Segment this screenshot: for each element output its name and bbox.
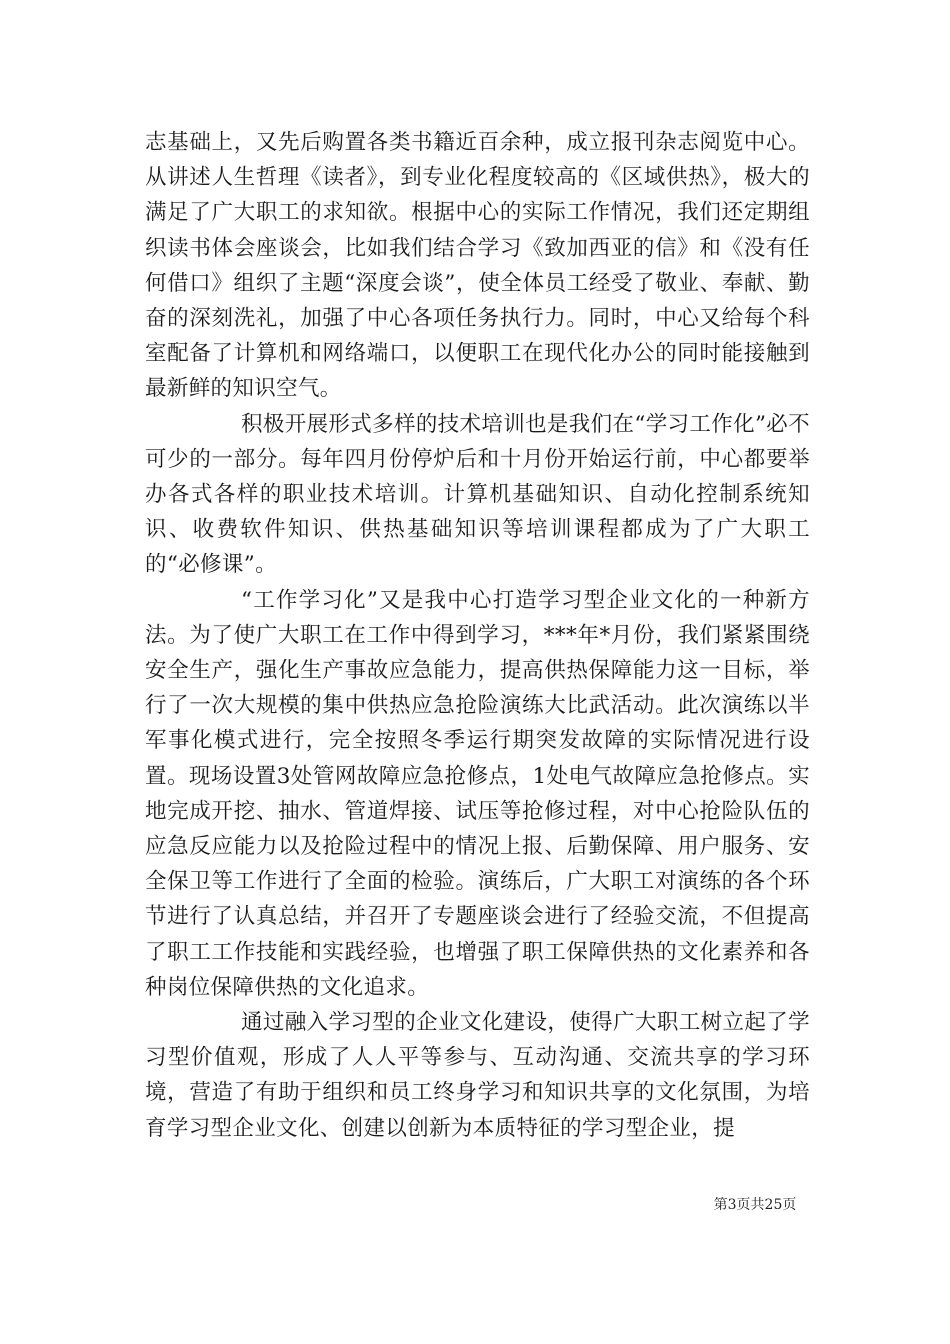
- page-footer: [0, 1196, 950, 1214]
- paragraph-4: 通过融入学习型的企业文化建设，使得广大职工树立起了学习型价值观，形成了人人平等参与、互动沟通、交流共享的学习环境，营造了有助于组织和员工终身学习和知识共享的文化氛围，为培育学习型企业文化、创建以创新为本质特征的学习型企业，提: [145, 1010, 810, 1141]
- body-text: [145, 125, 810, 1146]
- paragraph-1: 志基础上，又先后购置各类书籍近百余种，成立报刊杂志阅览中心。从讲述人生哲理《读者》，到专业化程度较高的《区域供热》，极大的满足了广大职工的求知欲。根据中心的实际工作情况，我们还定期组织读书体会座谈会，比如我们结合学习《致加西亚的信》和《没有任何借口》组织了主题“深度会谈”，使全体员工经受了敬业、奉献、勤奋的深刻洗礼，加强了中心各项任务执行力。同时，中心又给每个科室配备了计算机和网络端口，以便职工在现代化办公的同时能接触到最新鲜的知识空气。: [145, 130, 810, 402]
- paragraph-3: “工作学习化”又是我中心打造学习型企业文化的一种新方法。为了使广大职工在工作中得到学习，***年*月份，我们紧紧围绕安全生产，强化生产事故应急能力，提高供热保障能力这一目标，举行了一次大规模的集中供热应急抢险演练大比武活动。此次演练以半军事化模式进行，完全按照冬季运行期突发故障的实际情况进行设置。现场设置3处管网故障应急抢修点，1处电气故障应急抢修点。实地完成开挖、抽水、管道焊接、试压等抢修过程，对中心抢险队伍的应急反应能力以及抢险过程中的情况上报、后勤保障、用户服务、安全保卫等工作进行了全面的检验。演练后，广大职工对演练的各个环节进行了认真总结，并召开了专题座谈会进行了经验交流，不但提高了职工工作技能和实践经验，也增强了职工保障供热的文化素养和各种岗位保障供热的文化追求。: [145, 587, 810, 1000]
- paragraph-2: 积极开展形式多样的技术培训也是我们在“学习工作化”必不可少的一部分。每年四月份停炉后和十月份开始运行前，中心都要举办各式各样的职业技术培训。计算机基础知识、自动化控制系统知识、收费软件知识、供热基础知识等培训课程都成为了广大职工的“必修课”。: [145, 411, 810, 578]
- page-number: 第3页共25页: [713, 1197, 797, 1213]
